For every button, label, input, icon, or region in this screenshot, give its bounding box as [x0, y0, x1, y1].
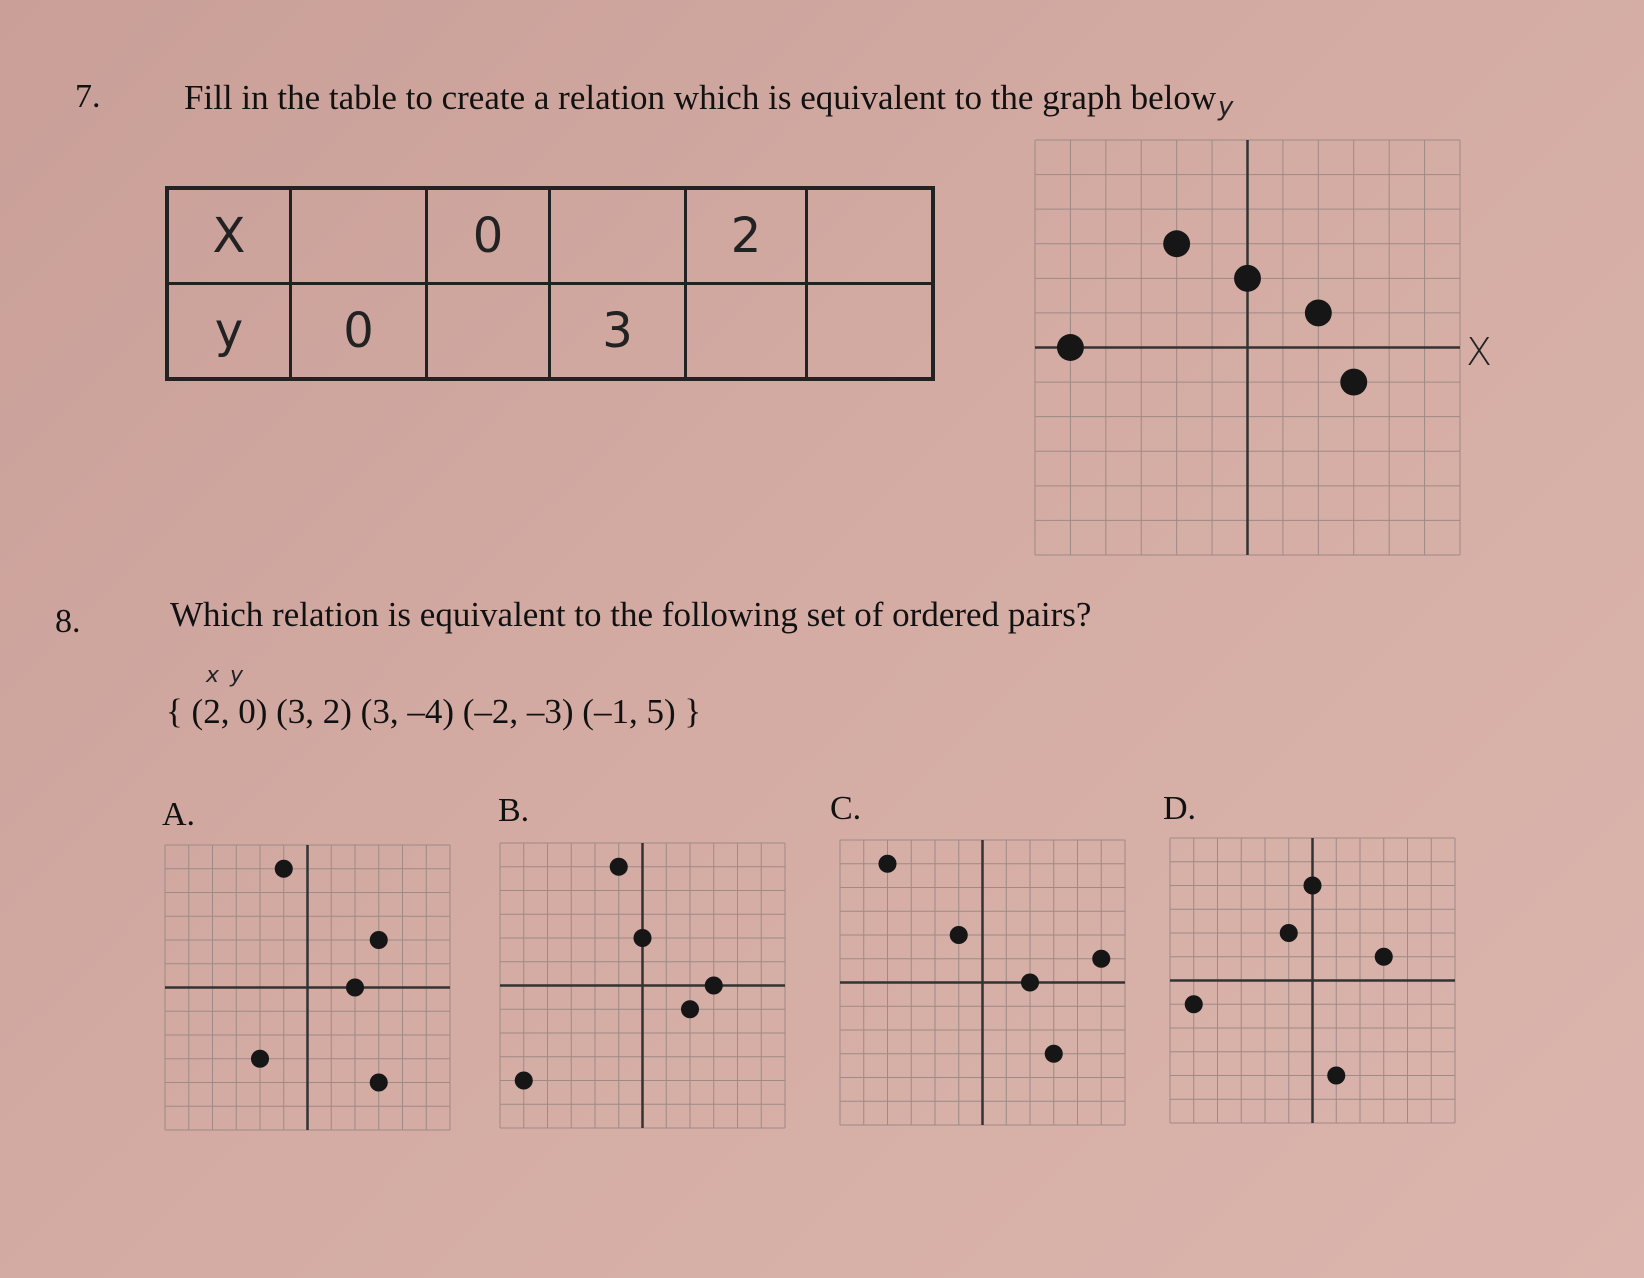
- q7-graph-point: [1057, 334, 1084, 361]
- q7-graph-point: [1234, 265, 1261, 292]
- ordered-pairs-set: { (2, 0) (3, 2) (3, –4) (–2, –3) (–1, 5) }: [166, 692, 702, 731]
- choice-b-graph[interactable]: [500, 843, 785, 1128]
- choice-a-point: [370, 931, 388, 949]
- x-axis-annotation: X: [1466, 330, 1493, 374]
- choice-d-point: [1327, 1066, 1345, 1084]
- table-cell-y-2[interactable]: [427, 284, 550, 380]
- choice-a-point: [251, 1050, 269, 1068]
- q7-graph-point: [1340, 369, 1367, 396]
- choice-d-point: [1375, 948, 1393, 966]
- y-axis-annotation: y: [1218, 92, 1234, 122]
- table-row-x: [167, 188, 933, 284]
- table-cell-y-1[interactable]: 0: [291, 284, 427, 380]
- question-7-prompt: Fill in the table to create a relation which is equivalent to the graph below: [184, 78, 1217, 117]
- table-header-y: y: [167, 284, 291, 380]
- table-cell-y-5[interactable]: [807, 284, 934, 380]
- choice-c-point: [1092, 950, 1110, 968]
- table-cell-x-2[interactable]: 0: [427, 188, 550, 284]
- question-8-prompt: Which relation is equivalent to the following set of ordered pairs?: [170, 595, 1092, 634]
- choice-b-point: [705, 976, 723, 994]
- choice-c-point: [1021, 973, 1039, 991]
- table-cell-y-4[interactable]: [686, 284, 807, 380]
- choice-d-point: [1280, 924, 1298, 942]
- choice-d-graph[interactable]: [1170, 838, 1455, 1123]
- q7-graph-point: [1163, 230, 1190, 257]
- table-cell-x-1[interactable]: [291, 188, 427, 284]
- choice-b-point: [681, 1000, 699, 1018]
- choice-b-point: [515, 1071, 533, 1089]
- choice-c-point: [878, 855, 896, 873]
- table-cell-x-4[interactable]: 2: [686, 188, 807, 284]
- choice-d-point: [1185, 995, 1203, 1013]
- choice-d-label[interactable]: D.: [1163, 790, 1197, 827]
- handwritten-xy-note: x y: [206, 663, 246, 688]
- choice-c-label[interactable]: C.: [830, 790, 862, 827]
- table-cell-x-5[interactable]: [807, 188, 934, 284]
- question-7-number: 7.: [75, 78, 101, 115]
- choice-c-graph[interactable]: [840, 840, 1125, 1125]
- table-row-y: [167, 284, 933, 380]
- choice-b-point: [610, 858, 628, 876]
- choice-c-point: [950, 926, 968, 944]
- choice-a-point: [346, 978, 364, 996]
- choice-b-point: [633, 929, 651, 947]
- choice-b-label[interactable]: B.: [498, 792, 530, 829]
- choice-a-graph[interactable]: [165, 845, 450, 1130]
- question-8-number: 8.: [55, 603, 81, 640]
- choice-a-label[interactable]: A.: [162, 796, 196, 833]
- relation-table: [165, 186, 935, 381]
- choice-d-point: [1303, 876, 1321, 894]
- choice-a-point: [370, 1073, 388, 1091]
- question-7-graph: [1035, 140, 1460, 555]
- choice-c-point: [1045, 1045, 1063, 1063]
- choice-a-point: [275, 860, 293, 878]
- table-cell-x-3[interactable]: [550, 188, 686, 284]
- q7-graph-point: [1305, 299, 1332, 326]
- table-cell-y-3[interactable]: 3: [550, 284, 686, 380]
- table-header-x: X: [167, 188, 291, 284]
